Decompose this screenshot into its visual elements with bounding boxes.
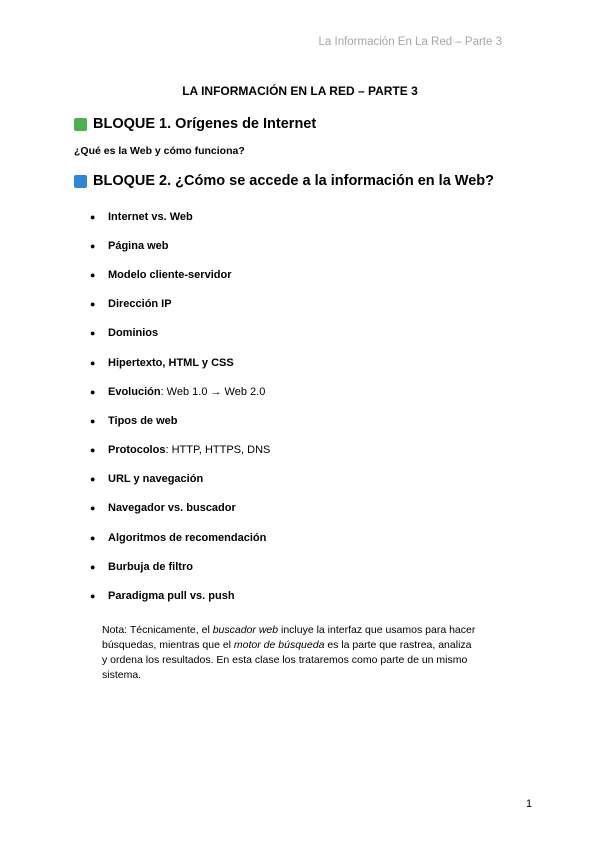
- bullet-icon: ●: [90, 474, 96, 485]
- block2-text: ¿Cómo se accede a la información en la Web?: [171, 173, 495, 189]
- bullet-icon: ●: [90, 328, 96, 339]
- list-item: ● Paradigma pull vs. push: [90, 590, 235, 603]
- list-item: ● Tipos de web: [90, 414, 178, 427]
- block2-prefix: BLOQUE 2.: [93, 173, 172, 189]
- topic-list: [90, 202, 270, 611]
- bullet-icon: ●: [90, 503, 96, 514]
- list-item: ● Página web: [90, 239, 169, 252]
- list-item: ● Dirección IP: [90, 298, 172, 311]
- bullet-icon: ●: [90, 415, 96, 426]
- document-title: LA INFORMACIÓN EN LA RED – PARTE 3: [182, 84, 418, 98]
- bullet-icon: ●: [90, 591, 96, 602]
- bullet-icon: ●: [90, 299, 96, 310]
- list-item: ● Burbuja de filtro: [90, 560, 193, 573]
- list-item: ● Protocolos : HTTP, HTTPS, DNS: [90, 444, 271, 457]
- note-line: Nota: Técnicamente, el buscador web incluye la interfaz que usamos para hacer: [102, 624, 476, 636]
- bullet-icon: ●: [90, 211, 96, 222]
- list-item: ● Modelo cliente-servidor: [90, 268, 232, 281]
- list-item: ● URL y navegación: [90, 473, 204, 486]
- note-paragraph: [102, 623, 500, 683]
- list-item: ● Navegador vs. buscador: [90, 502, 236, 515]
- list-item: ● Internet vs. Web: [90, 210, 193, 223]
- note-line: búsquedas, mientras que el motor de búsqueda es la parte que rastrea, analiza: [102, 639, 472, 651]
- green-square-icon: [74, 118, 87, 131]
- page-number: 1: [526, 798, 533, 810]
- block1-text: Orígenes de Internet: [171, 116, 317, 132]
- note-line: y ordena los resultados. En esta clase los trataremos como parte de un mismo: [102, 654, 468, 666]
- bullet-icon: ●: [90, 269, 96, 280]
- block1-heading: [74, 116, 316, 132]
- block1-question: ¿Qué es la Web y cómo funciona?: [74, 145, 245, 157]
- list-item: ● Dominios: [90, 327, 159, 340]
- bullet-icon: ●: [90, 532, 96, 543]
- bullet-icon: ●: [90, 445, 96, 456]
- block1-prefix: BLOQUE 1.: [93, 116, 172, 132]
- blue-square-icon: [74, 175, 87, 188]
- block2-heading: [74, 173, 494, 189]
- list-item: ● Algoritmos de recomendación: [90, 531, 267, 544]
- bullet-icon: ●: [90, 357, 96, 368]
- list-item: ● Evolución : Web 1.0 → Web 2.0: [90, 385, 266, 398]
- bullet-icon: ●: [90, 240, 96, 251]
- running-header: La Información En La Red – Parte 3: [318, 36, 502, 48]
- list-item: ● Hipertexto, HTML y CSS: [90, 356, 234, 369]
- note-line: sistema.: [102, 669, 142, 681]
- bullet-icon: ●: [90, 386, 96, 397]
- bullet-icon: ●: [90, 561, 96, 572]
